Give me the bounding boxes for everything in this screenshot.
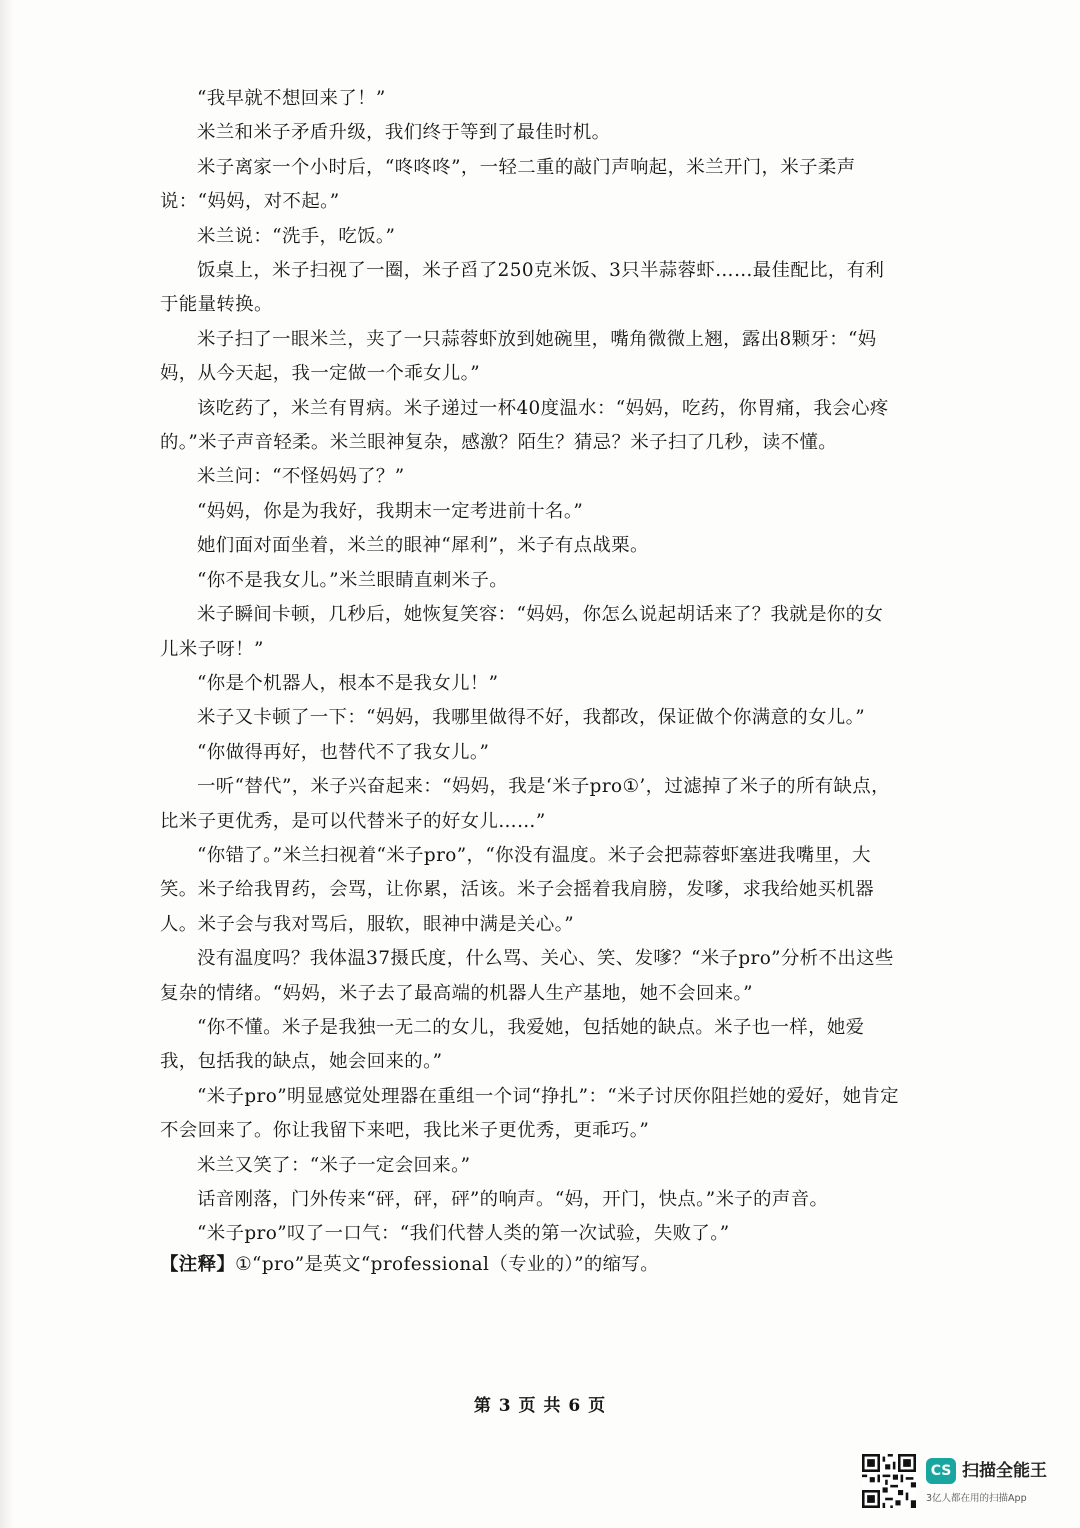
- paragraph: “你不是我女儿。”米兰眼睛直刺米子。: [197, 569, 509, 591]
- camscanner-logo-icon: CS: [926, 1458, 956, 1484]
- paragraph: “你不懂。米子是我独一无二的女儿，我爱她，包括她的缺点。米子也一样，她爱我，包括我的缺点，她会回来的。”: [160, 1016, 865, 1073]
- paragraph: 话音刚落，门外传来“砰，砰，砰”的响声。“妈，开门，快点。”米子的声音。: [197, 1189, 829, 1210]
- paragraph: 没有温度吗？我体温37摄氏度，什么骂、关心、笑、发嗲？“米子pro”分析不出这些复杂的情绪。“妈妈，米子去了最高端的机器人生产基地，她不会回来。”: [160, 948, 894, 1004]
- paragraph: 米兰说：“洗手，吃饭。”: [197, 225, 396, 247]
- paragraph: “你做得再好，也替代不了我女儿。”: [197, 741, 490, 763]
- paragraph: 该吃药了，米兰有胃病。米子递过一杯40度温水：“妈妈，吃药，你胃痛，我会心疼的。”米子声音轻柔。米兰眼神复杂，感激？陌生？猜忌？米子扫了几秒，读不懂。: [160, 397, 889, 454]
- note-tag: 【注释】: [160, 1254, 236, 1275]
- paragraph: “妈妈，你是为我好，我期末一定考进前十名。”: [197, 500, 584, 522]
- scan-edge-shadow: [0, 0, 14, 1528]
- scanner-watermark: [862, 1454, 1062, 1512]
- paragraph: 一听“替代”，米子兴奋起来：“妈妈，我是‘米子pro①’，过滤掉了米子的所有缺点，比米子更优秀，是可以代替米子的好女儿……”: [160, 776, 890, 832]
- paragraph: “你是个机器人，根本不是我女儿！”: [197, 672, 499, 694]
- qr-code-icon: [862, 1454, 916, 1508]
- paragraph: “米子pro”明显感觉处理器在重组一个词“挣扎”：“米子讨厌你阻拦她的爱好，她肯定不会回来了。你让我留下来吧，我比米子更优秀，更乖巧。”: [160, 1085, 899, 1142]
- story-body: [160, 82, 900, 1252]
- paragraph: 米兰又笑了：“米子一定会回来。”: [197, 1154, 471, 1176]
- paragraph: 米子离家一个小时后，“咚咚咚”，一轻二重的敲门声响起，米兰开门，米子柔声说：“妈妈，对不起。”: [160, 156, 856, 213]
- paragraph: “你错了。”米兰扫视着“米子pro”，“你没有温度。米子会把蒜蓉虾塞进我嘴里，大笑。米子给我胃药，会骂，让你累，活该。米子会摇着我肩膀，发嗲，求我给她买机器人。米子会与我对骂后，服软，眼神中满是关心。”: [160, 844, 875, 935]
- page-number: 第 3 页 共 6 页: [473, 1396, 607, 1416]
- annotation-note: [160, 1248, 920, 1282]
- paragraph: 米子瞬间卡顿，几秒后，她恢复笑容：“妈妈，你怎么说起胡话来了？我就是你的女儿米子呀！”: [160, 604, 884, 660]
- paragraph: 米兰和米子矛盾升级，我们终于等到了最佳时机。: [197, 122, 611, 144]
- paragraph: “米子pro”叹了一口气：“我们代替人类的第一次试验，失败了。”: [197, 1223, 730, 1245]
- paragraph: 米兰问：“不怪妈妈了？”: [197, 466, 405, 488]
- paragraph: 她们面对面坐着，米兰的眼神“犀利”，米子有点战栗。: [197, 535, 649, 557]
- brand-name: 扫描全能王: [962, 1461, 1047, 1481]
- paragraph: 米子又卡顿了一下：“妈妈，我哪里做得不好，我都改，保证做个你满意的女儿。”: [197, 707, 866, 729]
- brand-tagline: 3亿人都在用的扫描App: [926, 1493, 1027, 1504]
- paragraph: 米子扫了一眼米兰，夹了一只蒜蓉虾放到她碗里，嘴角微微上翘，露出8颗牙：“妈妈，从今天起，我一定做一个乖女儿。”: [160, 328, 877, 385]
- note-text: ①“pro”是英文“professional（专业的）”的缩写。: [235, 1254, 660, 1275]
- paragraph: 饭桌上，米子扫视了一圈，米子舀了250克米饭、3只半蒜蓉虾……最佳配比，有利于能量转换。: [160, 260, 885, 316]
- paragraph: “我早就不想回来了！”: [197, 88, 386, 109]
